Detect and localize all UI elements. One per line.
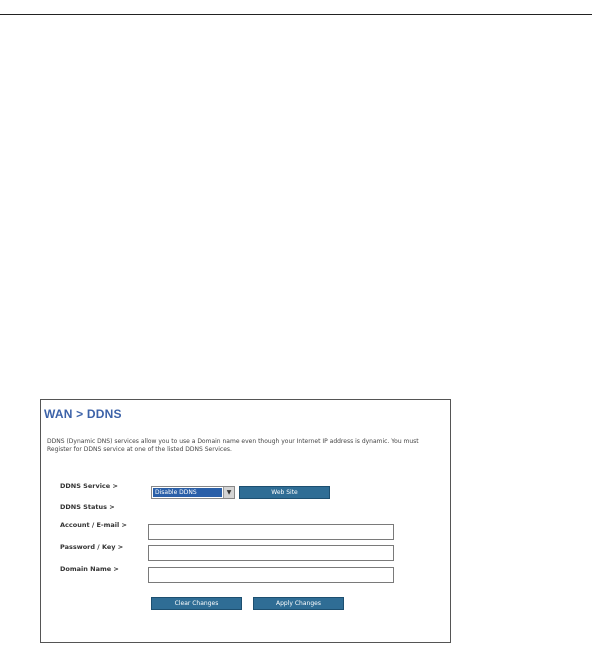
password-key-label: Password / Key > [60,543,124,551]
domain-name-label: Domain Name > [60,565,119,573]
top-rule [0,14,592,15]
apply-changes-button[interactable]: Apply Changes [253,597,344,610]
ddns-service-select[interactable] [151,486,235,499]
account-email-label: Account / E-mail > [60,521,127,529]
domain-name-input[interactable] [148,567,394,583]
web-site-button[interactable]: Web Site [239,486,330,499]
clear-changes-button[interactable]: Clear Changes [151,597,242,610]
chevron-down-icon[interactable]: ▼ [223,487,234,498]
ddns-status-label: DDNS Status > [60,503,115,511]
ddns-service-selected-value: Disable DDNS [153,488,222,497]
ddns-service-label: DDNS Service > [60,482,118,490]
page-description: DDNS (Dynamic DNS) services allow you to use a Domain name even though your Internet IP address is dynamic. You must Register for DDNS service at one of the listed DDNS Services. [47,438,419,453]
password-key-input[interactable] [148,545,394,561]
ddns-panel [40,399,451,643]
account-email-input[interactable] [148,524,394,540]
page-title: WAN > DDNS [44,407,122,421]
